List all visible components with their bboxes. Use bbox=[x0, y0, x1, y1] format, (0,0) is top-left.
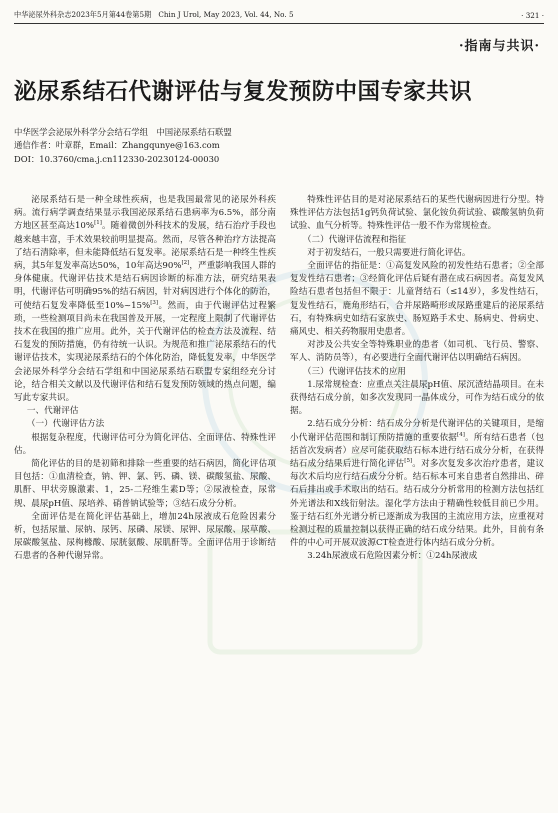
paragraph: 3.24h尿液成石危险因素分析：①24h尿液成 bbox=[307, 551, 478, 562]
correspondence: 通信作者：叶章群，Email：Zhangqunye@163.com bbox=[14, 140, 220, 151]
subsection-heading: （三）代谢评估技术的应用 bbox=[302, 366, 407, 377]
citation-ref[interactable]: [4] bbox=[457, 431, 465, 438]
section-heading: 一、代谢评估 bbox=[26, 406, 79, 417]
authors: 中华医学会泌尿外科学分会结石学组 中国泌尿系结石联盟 bbox=[14, 127, 232, 137]
header-divider bbox=[14, 23, 544, 24]
paragraph: 简化评估的目的是初筛和排除一些重要的结石病因，简化评估项目包括：①血清检查，钠、钾、氯、钙、磷、镁、碳酸氢盐、尿酸、肌酐、甲状旁腺激素、1，25-二羟维生素D等；②尿液检查，尿常规、晨尿pH值、尿培养、硝普钠试验等；③结石成分分析。 bbox=[14, 459, 276, 509]
subsection-heading: （二）代谢评估流程和指征 bbox=[302, 234, 407, 245]
paragraph: 1.尿常规检查：应重点关注晨尿pH值、尿沉渣结晶项目。在未获得结石成分前，如多次发现同一晶体成分，可作为结石成分的依据。 bbox=[290, 379, 544, 417]
citation-ref[interactable]: [1] bbox=[94, 220, 102, 227]
doi: DOI：10.3760/cma.j.cn112330-20230124-00030 bbox=[14, 153, 220, 164]
journal-header bbox=[14, 9, 544, 21]
paragraph: 根据复杂程度，代谢评估可分为简化评估、全面评估、特殊性评估。 bbox=[14, 432, 276, 456]
journal-citation: 中华泌尿外科杂志2023年5月第44卷第5期 Chin J Urol, May 2023, Vol. 44, No. 5 bbox=[14, 10, 294, 19]
page-number: · 321 · bbox=[521, 10, 544, 20]
left-column bbox=[14, 194, 276, 564]
paragraph: 泌尿系结石是一种全球性疾病，也是我国最常见的泌尿外科疾病。流行病学调查结果显示我国泌尿系结石患病率为6.5%，部分南方地区甚至高达10%[1]。随着微创外科技术的发展，结石治疗手段也越来越丰富，手术效果较前明显提高。然而，尽管各种治疗方法提高了结石清除率，但未能降低结石复发率。泌尿系结石是一种终生性疾病，其5年复发率高达50%，10年高达90%[2]，严重影响我国人群的身体健康。代谢评估技术是结石病因诊断的标准方法，研究结果表明，代谢评估可明确95%的结石病因，针对病因进行个体化的防治，可使结石复发率降低至10%~15%[3]。然而，由于代谢评估过程繁琐，一些检测项目尚未在我国普及开展，一定程度上限制了代谢评估技术在我国的推广应用。此外，关于代谢评估的检查方法及流程、结石复发的预防措施，仍有待统一认识。为规范和推广泌尿系结石的代谢评估技术，实现泌尿系结石的个体化防治，降低复发率，中华医学会泌尿外科学分会结石学组和中国泌尿系结石联盟专家组经充分讨论，结合相关文献以及代谢评估和结石复发预防领域的热点问题，编写此专家共识。 bbox=[14, 195, 276, 404]
subsection-heading: （一）代谢评估方法 bbox=[26, 419, 105, 430]
citation-ref[interactable]: [3] bbox=[150, 299, 158, 306]
citation-ref[interactable]: [5] bbox=[404, 458, 413, 465]
article-title: 泌尿系结石代谢评估与复发预防中国专家共识 bbox=[14, 79, 473, 105]
paragraph: 全面评估的指征是：①高复发风险的初发性结石患者；②全部复发性结石患者；③经简化评估后疑有潜在成石病因者。高复发风险结石患者包括但不限于：儿童肾结石（≤14岁），多发性结石，复发性结石，鹿角形结石，合并尿路畸形或尿路重建后的泌尿系结石，有特殊病史如结石家族史、肠短路手术史、肠病史、骨病史、痛风史、相关药物服用史患者。 bbox=[290, 261, 544, 338]
paragraph: 对涉及公共安全等特殊职业的患者（如司机、飞行员、警察、军人、消防员等），有必要进行全面代谢评估以明确结石病因。 bbox=[290, 340, 544, 364]
section-label: ·指南与共识· bbox=[458, 39, 540, 54]
paragraph: 全面评估是在简化评估基础上，增加24h尿液成石危险因素分析，包括尿量、尿钠、尿钙、尿磷、尿镁、尿钾、尿尿酸、尿草酸、尿碳酸氢盐、尿枸橼酸、尿胱氨酸、尿肌酐等。全面评估用于诊断结石患者的各种代谢异常。 bbox=[14, 511, 276, 562]
paragraph: 2.结石成分分析：结石成分分析是代谢评估的关键项目，是缩小代谢评估范围和制订预防措施的重要依据[4]。所有结石患者（包括首次发病者）应尽可能获取结石标本进行结石成分分析，在获得结石成分结果后进行简化评估[5]。对多次复发多次治疗患者，建议每次术后均应行结石成分分析。结石标本可来自患者自然排出、碎石后排出或手术取出的结石。结石成分分析常用的检测方法包括红外光谱法和X线衍射法。湿化学方法由于精确性较低目前已少用。鉴于结石红外光谱分析已逐渐成为我国的主流应用方法，应重视对检测过程的质量控制以获得正确的结石成分结果。此外，目前有条件的中心可开展双波源CT检查进行体内结石成分分析。 bbox=[290, 419, 544, 549]
article-meta bbox=[14, 126, 232, 166]
paragraph: 对于初发结石，一般只需要进行简化评估。 bbox=[307, 247, 471, 258]
citation-ref[interactable]: [2] bbox=[181, 260, 190, 267]
right-column bbox=[290, 194, 544, 564]
paragraph: 特殊性评估目的是对泌尿系结石的某些代谢病因进行分型。特殊性评估方法包括1g钙负荷试验、氯化铵负荷试验、碳酸氢钠负荷试验、血气分析等。特殊性评估一般不作为常规检查。 bbox=[290, 195, 544, 232]
